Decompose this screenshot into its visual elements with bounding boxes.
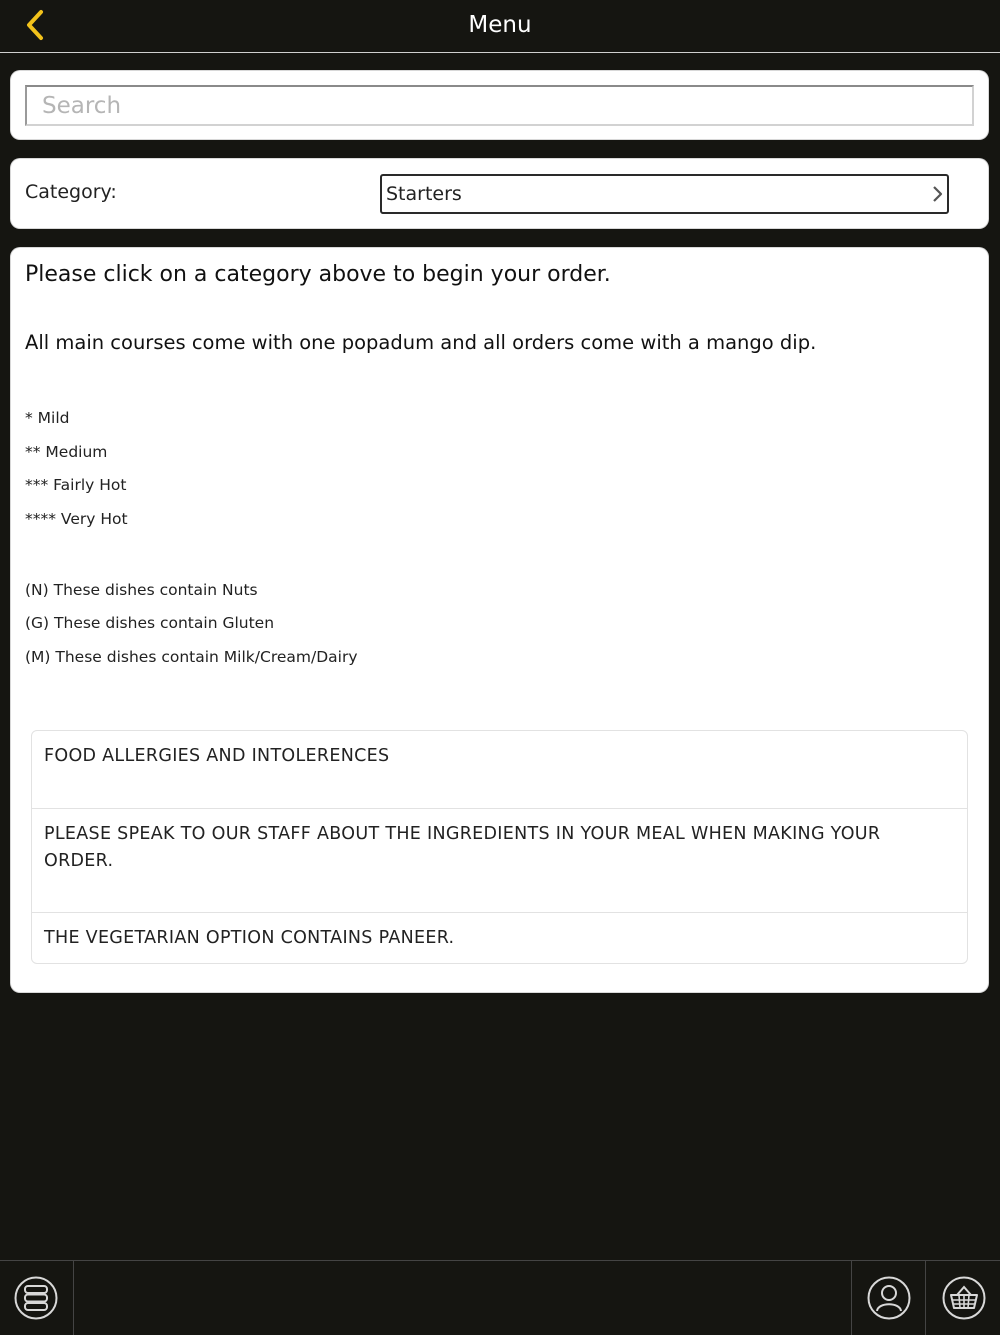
footer-divider — [925, 1261, 926, 1335]
footer-divider — [73, 1261, 74, 1335]
allergy-notice-row: THE VEGETARIAN OPTION CONTAINS PANEER. — [44, 928, 455, 948]
intro-text: Please click on a category above to begin your order. — [25, 262, 611, 287]
category-selected-value: Starters — [386, 183, 462, 205]
search-panel — [11, 71, 988, 139]
allergen-key-nuts: (N) These dishes contain Nuts — [25, 581, 258, 599]
chevron-right-icon — [929, 184, 945, 204]
note-text: All main courses come with one popadum and all orders come with a mango dip. — [25, 331, 817, 354]
allergen-key-dairy: (M) These dishes contain Milk/Cream/Dairy — [25, 648, 358, 666]
category-select[interactable] — [380, 174, 949, 214]
menu-list-button[interactable] — [14, 1276, 58, 1320]
allergen-key-gluten: (G) These dishes contain Gluten — [25, 614, 275, 632]
search-input[interactable] — [25, 85, 974, 126]
info-panel — [11, 248, 988, 992]
basket-button[interactable] — [942, 1276, 986, 1320]
account-icon — [867, 1276, 911, 1320]
header-bar — [0, 0, 1000, 53]
account-button[interactable] — [867, 1276, 911, 1320]
spice-level-very-hot: **** Very Hot — [25, 510, 128, 528]
allergy-notice-row: FOOD ALLERGIES AND INTOLERENCES — [32, 731, 967, 809]
basket-icon — [942, 1276, 986, 1320]
page-title: Menu — [468, 12, 532, 38]
category-panel — [11, 159, 988, 228]
category-label: Category: — [25, 181, 117, 203]
footer-toolbar — [0, 1260, 1000, 1334]
allergy-notice-row: PLEASE SPEAK TO OUR STAFF ABOUT THE INGREDIENTS IN YOUR MEAL WHEN MAKING YOUR ORDER. — [32, 809, 967, 913]
menu-list-icon — [14, 1276, 58, 1320]
spice-level-fairly-hot: *** Fairly Hot — [25, 476, 127, 494]
allergy-notice — [31, 730, 968, 964]
spice-level-mild: * Mild — [25, 409, 70, 427]
footer-divider — [851, 1261, 852, 1335]
spice-level-medium: ** Medium — [25, 443, 108, 461]
